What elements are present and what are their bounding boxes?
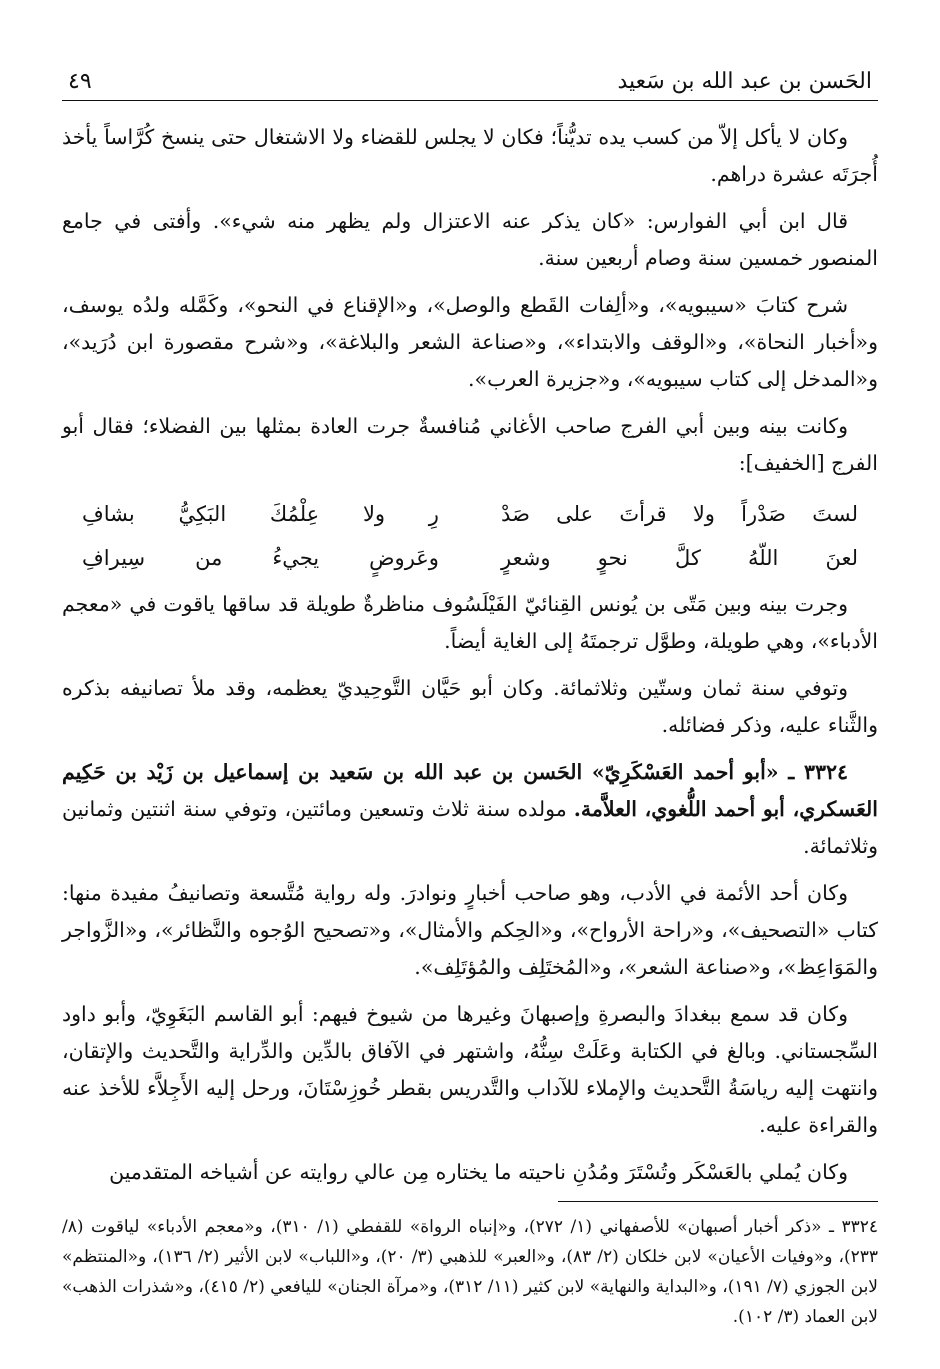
paragraph: وكان قد سمع ببغدادَ والبصرةِ وإصبهانَ وغيرها من شيوخ فيهم: أبو القاسم البَغَوِيّ، وأبو داود السِّجستاني. وبالغ في الكتابة وعَلَتْ سِنُّهُ، واشتهر في الآفاق بالدِّين والدِّراية والتَّحديث والإتقان، وانتهت إليه رياسَةُ التَّحديث والإملاء للآداب والتَّدريس بقطر خُوزِسْتَانَ، ورحل إليه الأَجِلاَّء للأخذ عنه والقراءة عليه. <box>62 1002 878 1137</box>
poem <box>82 492 858 580</box>
poem-verse <box>82 536 858 580</box>
verse-second-hemistich: رِ ولا عِلْمُكَ البَكِيُّ بشافِ <box>82 502 439 526</box>
main-text <box>62 119 878 1191</box>
entry-text: مولده سنة ثلاث وتسعين ومائتين، وتوفي سنة اثنتين وثمانين وثلاثمائة. <box>62 797 878 858</box>
running-header <box>62 52 878 101</box>
paragraph: شرح كتابَ «سيبويه»، و«ألِفات القَطع والوصل»، و«الإقناع في النحو»، وكَمَّله ولدُه يوسف، و«أخبار النحاة»، و«الوقف والابتداء»، و«صناعة الشعر والبلاغة»، و«شرح مقصورة ابن دُرَيد»، و«المدخل إلى كتاب سيبويه»، و«جزيرة العرب». <box>62 293 878 391</box>
page-number: ٤٩ <box>68 69 92 94</box>
verse-first-hemistich: لستَ صَدْراً ولا قرأتَ على صَدْ <box>501 502 858 526</box>
poem-verse <box>82 492 858 536</box>
paragraph: قال ابن أبي الفوارس: «كان يذكر عنه الاعتزال ولم يظهر منه شيء». وأفتى في جامع المنصور خمسين سنة وصام أربعين سنة. <box>62 209 878 270</box>
running-title: الحَسن بن عبد الله بن سَعيد <box>617 69 872 94</box>
footnotes <box>62 1212 878 1332</box>
paragraph: وكان لا يأكل إلاّ من كسب يده تديُّناً؛ فكان لا يجلس للقضاء ولا الاشتغال حتى ينسخ كُرَّاساً يأخذ أُجرَتَه عشرة دراهم. <box>62 125 878 186</box>
paragraph: وتوفي سنة ثمان وستّين وثلاثمائة. وكان أبو حَيَّان التَّوحِيديّ يعظمه، وقد ملأ تصانيفه بذكره والثَّناء عليه، وذكر فضائله. <box>62 676 878 737</box>
paragraph: وكان أحد الأئمة في الأدب، وهو صاحب أخبارٍ ونوادرَ. وله رواية مُتَّسعة وتصانيفُ مفيدة منها: كتاب «التصحيف»، و«راحة الأرواح»، و«الحِكم والأمثال»، و«تصحيح الوُجوه والنَّظائر»، و«الزَّواجر والمَوَاعِظ»، و«صناعة الشعر»، و«المُختَلِف والمُؤتَلِف». <box>62 881 878 979</box>
verse-first-hemistich: لعنَ اللّهُ كلَّ نحوٍ وشعرٍ <box>501 546 858 570</box>
entry-paragraph <box>62 754 878 865</box>
paragraph: وكان يُملي بالعَسْكَر وتُسْتَرَ ومُدُنِ ناحيته ما يختاره مِن عالي روايته عن أشياخه المتقدمين <box>109 1160 848 1184</box>
verse-second-hemistich: وعَروضٍ يجيءُ من سِيرافِ <box>82 546 439 570</box>
footnote-separator <box>558 1201 878 1202</box>
paragraph: وكانت بينه وبين أبي الفرج صاحب الأغاني مُنافسةٌ جرت العادة بمثلها بين الفضلاء؛ فقال أبو الفرج [الخفيف]: <box>62 414 878 475</box>
paragraph: وجرت بينه وبين مَتّى بن يُونس القِنائيّ الفَيْلَسُوف مناظرةٌ طويلة قد ساقها ياقوت في «معجم الأدباء»، وهي طويلة، وطوَّل ترجمتَهُ إلى الغاية أيضاً. <box>62 592 878 653</box>
footnote: ٣٣٢٤ ـ «ذكر أخبار أصبهان» للأصفهاني (١/ ٢٧٢)، و«إنباه الرواة» للقفطي (١/ ٣١٠)، و«معجم الأدباء» لياقوت (٨/ ٢٣٣)، و«وفيات الأعيان» لابن خلكان (٢/ ٨٣)، و«العبر» للذهبي (٣/ ٢٠)، و«اللباب» لابن الأثير (٢/ ١٣٦)، و«المنتظم» لابن الجوزي (٧/ ١٩١)، و«البداية والنهاية» لابن كثير (١١/ ٣١٢)، و«مرآة الجنان» لليافعي (٢/ ٤١٥)، و«شذرات الذهب» لابن العماد (٣/ ١٠٢). <box>62 1217 878 1327</box>
entry-heading: ٣٣٢٤ ـ «أبو أحمد العَسْكَرِيّ» الحَسن بن عبد الله بن سَعيد بن إسماعيل بن زَيْد بن حَكِيم العَسكري، أبو أحمد اللُّغوي، العلاَّمة. <box>62 760 878 821</box>
